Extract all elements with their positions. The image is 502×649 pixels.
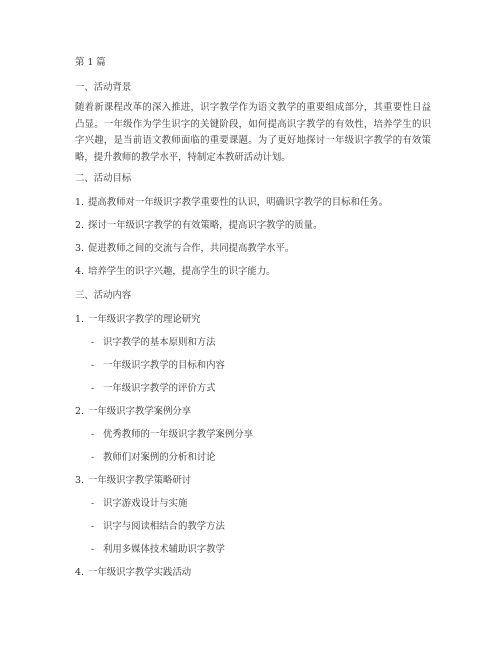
content-subitem (91, 336, 216, 350)
section-heading-goals: 二、活动目标 (75, 173, 132, 184)
subitem-text: 利用多媒体技术辅助识字教学 (103, 544, 225, 555)
content-title: 一年级识字教学实践活动 (88, 567, 192, 578)
content-subitem (91, 497, 187, 511)
goal-number: 1. (75, 197, 84, 208)
content-number: 2. (75, 406, 84, 417)
subitem-text: 教师们对案例的分析和讨论 (103, 452, 216, 463)
content-item (75, 474, 191, 488)
content-subitem (91, 382, 216, 396)
goal-item (75, 242, 294, 256)
subitem-text: 一年级识字教学的目标和内容 (103, 360, 225, 371)
dash-marker: - (91, 544, 95, 555)
dash-marker: - (91, 452, 95, 463)
section-heading-content: 三、活动内容 (75, 290, 132, 301)
content-item (75, 566, 191, 580)
dash-marker: - (91, 360, 95, 371)
dash-marker: - (91, 337, 95, 348)
goal-text: 培养学生的识字兴趣，提高学生的识字能力。 (88, 266, 276, 277)
content-title: 一年级识字教学的理论研究 (88, 314, 201, 325)
subitem-text: 识字游戏设计与实施 (103, 498, 188, 509)
content-subitem (91, 520, 225, 534)
section-heading-background: 一、活动背景 (75, 82, 132, 93)
subitem-text: 一年级识字教学的评价方式 (103, 383, 216, 394)
content-item (75, 313, 201, 327)
goal-number: 3. (75, 243, 84, 254)
content-number: 4. (75, 567, 84, 578)
subitem-text: 优秀教师的一年级识字教学案例分享 (103, 429, 254, 440)
background-paragraph: 随着新课程改革的深入推进，识字教学作为语文教学的重要组成部分，其重要性日益凸显。一年级作为学生识字的关键阶段，如何提高识字教学的有效性，培养学生的识字兴趣，是当前语文教师面临的重要课题。为了更好地探讨一年级识字教学的有效策略，提升教师的教学水平，特制定本教研活动计划。 (75, 102, 431, 163)
content-item (75, 405, 191, 419)
goal-item (75, 265, 276, 279)
content-title: 一年级识字教学策略研讨 (88, 475, 192, 486)
subitem-text: 识字与阅读相结合的教学方法 (103, 521, 225, 532)
dash-marker: - (91, 383, 95, 394)
goal-item (75, 196, 388, 210)
dash-marker: - (91, 429, 95, 440)
content-subitem (91, 428, 253, 442)
goal-text: 提高教师对一年级识字教学重要性的认识，明确识字教学的目标和任务。 (88, 197, 389, 208)
goal-number: 4. (75, 266, 84, 277)
content-number: 1. (75, 314, 84, 325)
dash-marker: - (91, 498, 95, 509)
chapter-title: 第 1 篇 (75, 57, 106, 68)
subitem-text: 识字教学的基本原则和方法 (103, 337, 216, 348)
content-subitem (91, 359, 225, 373)
goal-text: 促进教师之间的交流与合作，共同提高教学水平。 (88, 243, 295, 254)
content-subitem (91, 451, 216, 465)
goal-text: 探讨一年级识字教学的有效策略，提高识字教学的质量。 (88, 220, 323, 231)
content-title: 一年级识字教学案例分享 (88, 406, 192, 417)
content-subitem (91, 543, 225, 557)
goal-item (75, 219, 322, 233)
content-number: 3. (75, 475, 84, 486)
goal-number: 2. (75, 220, 84, 231)
dash-marker: - (91, 521, 95, 532)
